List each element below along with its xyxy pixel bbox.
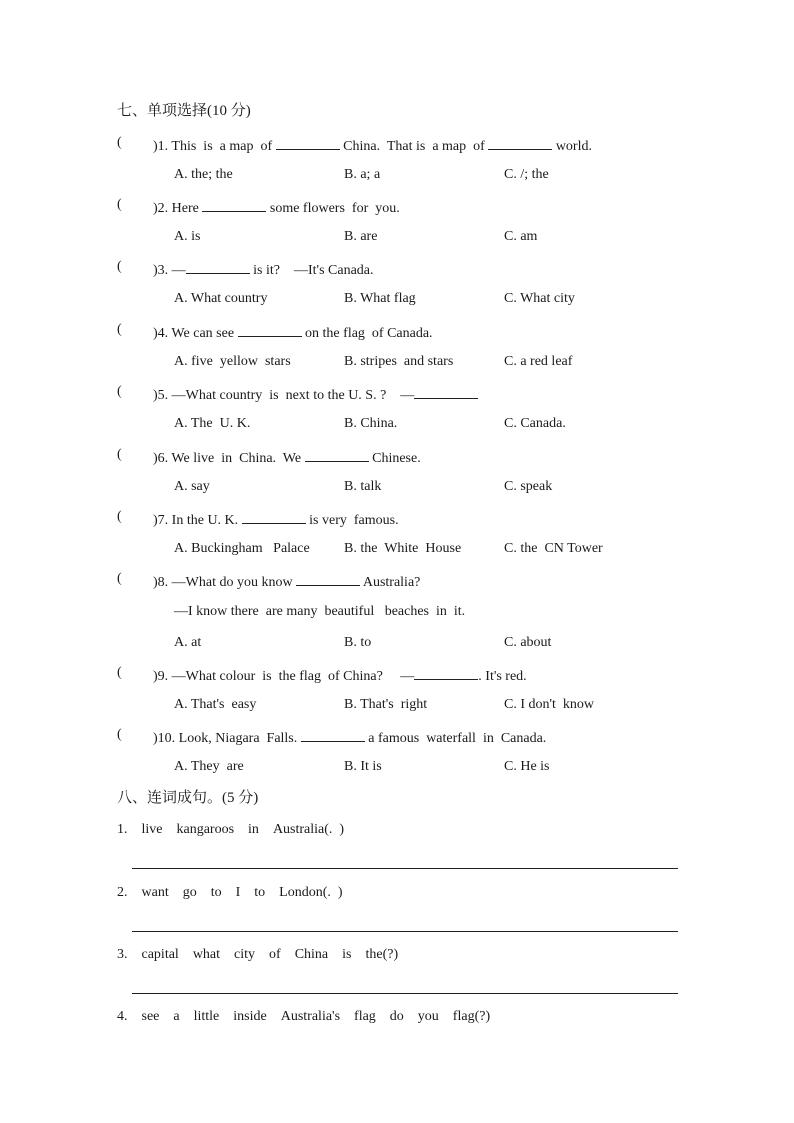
word: see <box>141 1009 160 1024</box>
reorder-item-2 <box>117 884 357 902</box>
option-c[interactable]: C. He is <box>504 759 550 774</box>
answer-paren[interactable]: ( <box>117 665 122 680</box>
section7-title: 七、单项选择(10 分) <box>117 103 251 119</box>
question-number: )10. <box>153 731 179 746</box>
option-b[interactable]: B. stripes and stars <box>344 354 454 369</box>
option-a[interactable]: A. five yellow stars <box>174 354 291 369</box>
question-number: )3. <box>153 263 172 278</box>
question-10 <box>153 727 546 748</box>
answer-blank[interactable] <box>414 665 478 680</box>
option-b[interactable]: B. talk <box>344 479 382 494</box>
option-c[interactable]: C. Canada. <box>504 416 566 431</box>
option-a[interactable]: A. The U. K. <box>174 416 251 431</box>
answer-blank[interactable] <box>238 322 302 337</box>
answer-writing-line[interactable] <box>132 868 678 869</box>
item-number: 3. <box>117 947 128 962</box>
word: flag <box>354 1009 376 1024</box>
question-5 <box>153 384 478 405</box>
word: kangaroos <box>176 822 235 837</box>
answer-blank[interactable] <box>305 447 369 462</box>
answer-paren[interactable]: ( <box>117 447 122 462</box>
option-a[interactable]: A. They are <box>174 759 244 774</box>
word: little <box>193 1009 220 1024</box>
word: of <box>269 947 281 962</box>
word: you <box>417 1009 439 1024</box>
item-number: 1. <box>117 822 128 837</box>
answer-blank[interactable] <box>301 727 365 742</box>
option-a[interactable]: A. the; the <box>174 167 233 182</box>
word: what <box>192 947 221 962</box>
word: London(. ) <box>279 885 343 900</box>
question-7 <box>153 509 399 530</box>
word: Australia's <box>280 1009 341 1024</box>
answer-blank[interactable] <box>242 509 306 524</box>
word: Australia(. ) <box>272 822 345 837</box>
question-text: world. <box>552 139 592 154</box>
answer-paren[interactable]: ( <box>117 322 122 337</box>
word: the(?) <box>365 947 399 962</box>
word: I <box>235 885 241 900</box>
option-b[interactable]: B. a; a <box>344 167 381 182</box>
question-text: We can see <box>171 326 238 341</box>
word: do <box>389 1009 404 1024</box>
question-text: is it? —It's Canada. <box>249 263 374 278</box>
question-text: We live in China. We <box>171 451 305 466</box>
option-c[interactable]: C. about <box>504 635 552 650</box>
option-c[interactable]: C. speak <box>504 479 553 494</box>
question-number: )2. <box>153 201 172 216</box>
question-8 <box>153 571 420 592</box>
answer-paren[interactable]: ( <box>117 197 122 212</box>
question-text: Chinese. <box>368 451 421 466</box>
option-a[interactable]: A. say <box>174 479 210 494</box>
option-a[interactable]: A. is <box>174 229 201 244</box>
word: want <box>141 885 169 900</box>
question-2 <box>153 197 400 218</box>
word: to <box>254 885 266 900</box>
question-text: is very famous. <box>305 513 399 528</box>
word: live <box>141 822 163 837</box>
question-number: )4. <box>153 326 172 341</box>
answer-paren[interactable]: ( <box>117 727 122 742</box>
answer-paren[interactable]: ( <box>117 384 122 399</box>
word: a <box>173 1009 180 1024</box>
question-text: This is a map of <box>171 139 276 154</box>
word: flag(?) <box>452 1009 491 1024</box>
question-text: some flowers for you. <box>266 201 400 216</box>
answer-writing-line[interactable] <box>132 931 678 932</box>
answer-blank[interactable] <box>186 259 250 274</box>
word: in <box>248 822 259 837</box>
question-text: . It's red. <box>478 669 527 684</box>
option-a[interactable]: A. Buckingham Palace <box>174 541 310 556</box>
option-c[interactable]: C. What city <box>504 291 575 306</box>
option-b[interactable]: B. the White House <box>344 541 462 556</box>
reorder-item-3 <box>117 946 412 964</box>
question-text: —What colour is the flag of China? — <box>171 669 415 684</box>
option-c[interactable]: C. the CN Tower <box>504 541 603 556</box>
word: go <box>182 885 197 900</box>
question-text: —What do you know <box>171 575 297 590</box>
option-a[interactable]: A. What country <box>174 291 268 306</box>
answer-writing-line[interactable] <box>132 993 678 994</box>
word: China <box>294 947 329 962</box>
question-text: In the U. K. <box>171 513 242 528</box>
question-number: )7. <box>153 513 172 528</box>
option-b[interactable]: B. What flag <box>344 291 416 306</box>
question-dialogue-line: —I know there are many beautiful beaches in it. <box>174 604 466 619</box>
option-b[interactable]: B. It is <box>344 759 382 774</box>
word: inside <box>233 1009 267 1024</box>
question-text: — <box>171 263 186 278</box>
question-number: )9. <box>153 669 172 684</box>
answer-paren[interactable]: ( <box>117 509 122 524</box>
question-text: —What country is next to the U. S. ? — <box>171 388 415 403</box>
question-number: )6. <box>153 451 172 466</box>
question-3 <box>153 259 374 280</box>
answer-paren[interactable]: ( <box>117 571 122 586</box>
question-text: China. That is a map of <box>339 139 489 154</box>
answer-blank[interactable] <box>414 384 478 399</box>
option-b[interactable]: B. China. <box>344 416 398 431</box>
option-c[interactable]: C. I don't know <box>504 697 595 712</box>
word: is <box>342 947 352 962</box>
question-6 <box>153 447 421 468</box>
option-c[interactable]: C. a red leaf <box>504 354 573 369</box>
word: city <box>234 947 256 962</box>
option-a[interactable]: A. That's easy <box>174 697 257 712</box>
reorder-item-4 <box>117 1008 504 1026</box>
question-text: on the flag of Canada. <box>301 326 433 341</box>
question-1 <box>153 135 592 156</box>
word: to <box>210 885 222 900</box>
answer-blank[interactable] <box>276 135 340 150</box>
answer-blank[interactable] <box>202 197 266 212</box>
question-text: a famous waterfall in Canada. <box>364 731 547 746</box>
option-c[interactable]: C. /; the <box>504 167 549 182</box>
option-b[interactable]: B. are <box>344 229 378 244</box>
item-number: 2. <box>117 885 128 900</box>
question-number: )5. <box>153 388 172 403</box>
item-number: 4. <box>117 1009 128 1024</box>
section8-title: 八、连词成句。(5 分) <box>117 790 259 806</box>
question-text: Look, Niagara Falls. <box>178 731 301 746</box>
option-c[interactable]: C. am <box>504 229 538 244</box>
answer-paren[interactable]: ( <box>117 259 122 274</box>
answer-blank[interactable] <box>296 571 360 586</box>
option-b[interactable]: B. to <box>344 635 372 650</box>
word: capital <box>141 947 179 962</box>
question-number: )1. <box>153 139 172 154</box>
answer-paren[interactable]: ( <box>117 135 122 150</box>
question-number: )8. <box>153 575 172 590</box>
question-9 <box>153 665 527 686</box>
reorder-item-1 <box>117 821 358 839</box>
question-text: Australia? <box>360 575 421 590</box>
option-b[interactable]: B. That's right <box>344 697 428 712</box>
question-text: Here <box>171 201 203 216</box>
question-4 <box>153 322 433 343</box>
option-a[interactable]: A. at <box>174 635 202 650</box>
answer-blank[interactable] <box>488 135 552 150</box>
